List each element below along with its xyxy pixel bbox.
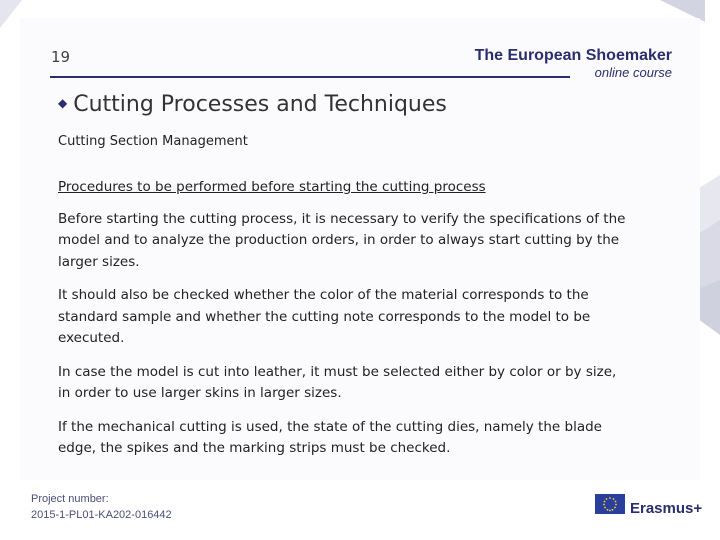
project-label: Project number:: [31, 493, 109, 505]
bullet-icon: ◆: [58, 96, 68, 110]
paragraph: In case the model is cut into leather, it must be selected either by color or by size, in order to use larger skins in larger sizes.: [58, 363, 617, 401]
paragraph: Before starting the cutting process, it is necessary to verify the specifications of the model and to analyze the production orders, in order to always start cutting by the larger sizes.: [58, 210, 626, 270]
header-divider: [50, 76, 570, 78]
procedures-heading: Procedures to be performed before starting the cutting process: [58, 179, 486, 195]
slide-title: [58, 92, 447, 117]
brand-subtitle: online course: [594, 65, 672, 80]
erasmus-plus-logo: Erasmus+: [630, 500, 703, 517]
brand-title: The European Shoemaker: [474, 47, 672, 64]
project-number: 2015-1-PL01-KA202-016442: [31, 509, 172, 521]
body-text: [58, 177, 628, 472]
project-info: [31, 491, 172, 523]
eu-flag-icon: [595, 494, 625, 514]
paragraph: It should also be checked whether the color of the material corresponds to the standard sample and whether the cutting note corresponds to the model to be executed.: [58, 287, 591, 346]
slide-title-text: Cutting Processes and Techniques: [73, 92, 447, 117]
page-number: 19: [51, 48, 71, 66]
section-heading: Cutting Section Management: [58, 134, 248, 149]
paragraph: If the mechanical cutting is used, the state of the cutting dies, namely the blade edge, the spikes and the marking strips must be checked.: [58, 418, 602, 456]
